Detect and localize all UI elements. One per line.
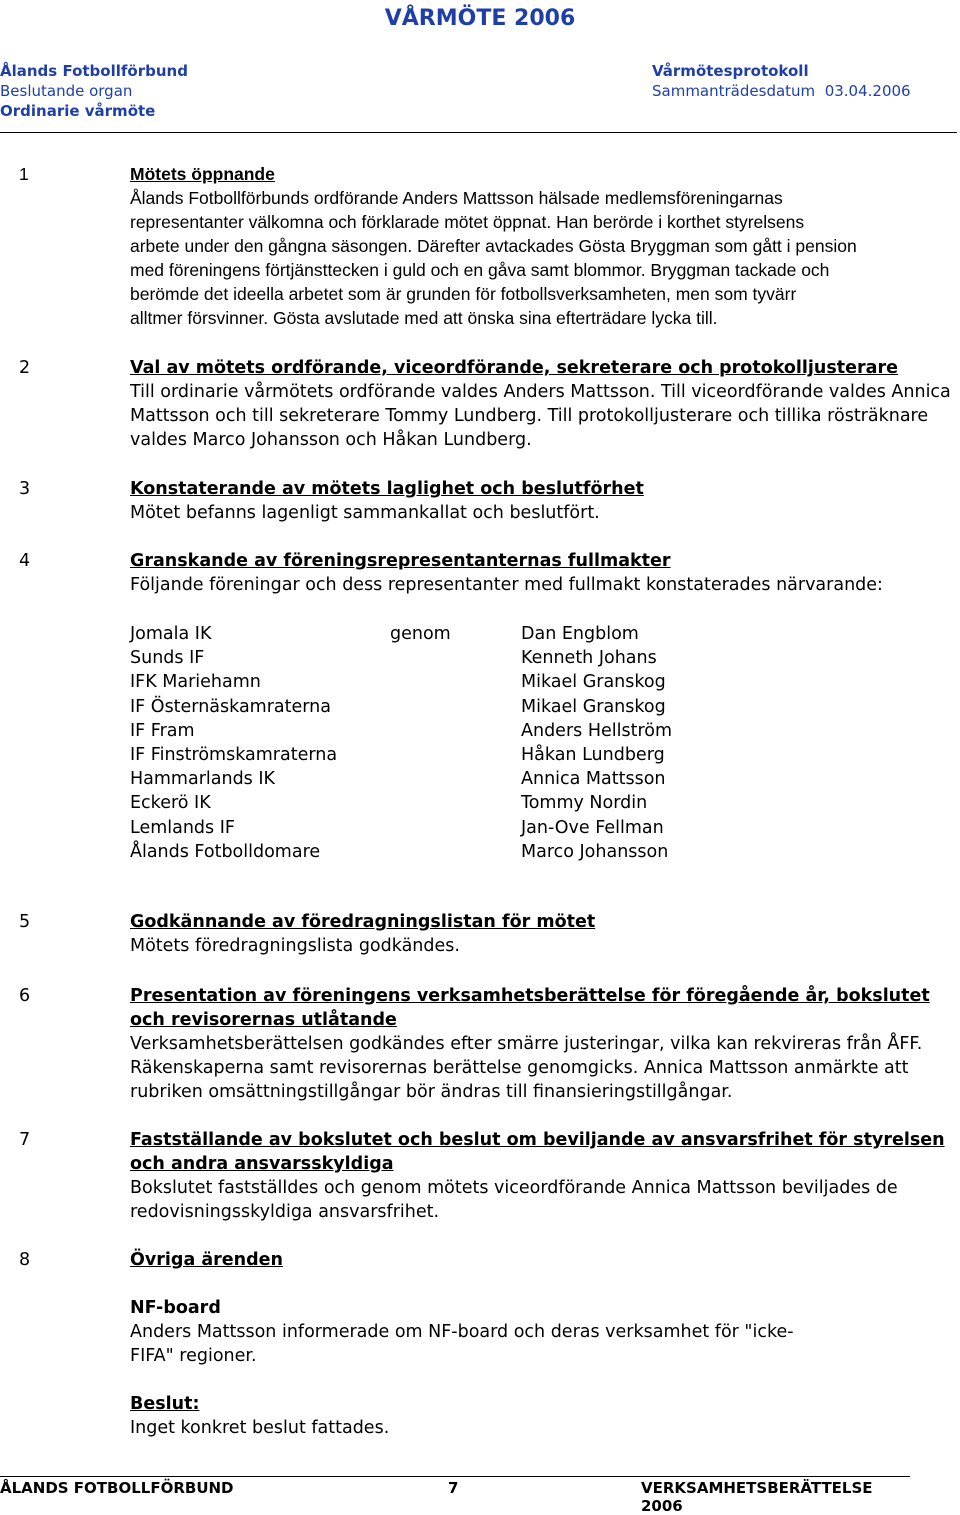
club-name: IF Östernäskamraterna <box>130 696 331 717</box>
section-title: Granskande av föreningsrepresentanternas fullmakter <box>130 551 671 571</box>
header-right <box>652 61 911 101</box>
text-line: arbete under den gångna säsongen. Därefter avtackades Gösta Bryggman som gått i pension <box>130 236 857 256</box>
club-name: IF Finströmskamraterna <box>130 744 338 765</box>
footer-rule <box>0 1476 910 1477</box>
representative-name: Mikael Granskog <box>521 696 666 717</box>
section-body <box>130 984 958 1104</box>
table-row <box>130 695 830 719</box>
via-label: genom <box>390 624 451 644</box>
club-name: Ålands Fotbolldomare <box>130 841 321 862</box>
text-line: berömde det ideella arbetet som är grunden för fotbollsverksamheten, men som tyvärr <box>130 284 797 304</box>
section-body <box>130 910 958 958</box>
decision-label: Beslut: <box>130 1394 200 1414</box>
section-title: Presentation av föreningens verksamhetsberättelse för föregående år, bokslutet <box>130 986 930 1006</box>
section-number: 2 <box>19 358 31 378</box>
text-line: Ålands Fotbollförbunds ordförande Anders Mattsson hälsade medlemsföreningarnas <box>130 188 783 208</box>
club-name: Jomala IK <box>130 624 212 644</box>
text-line: valdes Marco Johansson och Håkan Lundberg. <box>130 430 532 450</box>
representative-name: Jan-Ove Fellman <box>521 817 664 838</box>
text-line: med föreningens förtjänsttecken i guld och en gåva samt blommor. Bryggman tackade och <box>130 260 830 280</box>
club-name: IF Fram <box>130 720 195 741</box>
representatives-table <box>130 622 830 864</box>
section-title-continued: och andra ansvarsskyldiga <box>130 1154 394 1174</box>
table-row <box>130 743 830 767</box>
decision-text: Inget konkret beslut fattades. <box>130 1418 390 1438</box>
text-line: FIFA" regioner. <box>130 1346 257 1366</box>
section-body <box>130 356 958 452</box>
table-row <box>130 816 830 840</box>
text-line: Bokslutet fastställdes och genom mötets viceordförande Annica Mattsson beviljades de <box>130 1178 898 1198</box>
section-number: 4 <box>19 551 31 571</box>
table-row <box>130 646 830 670</box>
text-line: representanter välkomna och förklarade mötet öppnat. Han berörde i korthet styrelsens <box>130 212 805 232</box>
header-date-row <box>652 81 911 101</box>
section-body <box>130 162 958 330</box>
header-left <box>0 61 188 121</box>
section-number: 3 <box>19 479 31 499</box>
table-row <box>130 719 830 743</box>
text-line: redovisningsskyldiga ansvarsfrihet. <box>130 1202 440 1222</box>
text-line: Mötet befanns lagenligt sammankallat och beslutfört. <box>130 503 600 523</box>
header-rule <box>0 132 957 133</box>
section-body <box>130 477 958 525</box>
header-org: Ålands Fotbollförbund <box>0 62 188 80</box>
text-line: Följande föreningar och dess representanter med fullmakt konstaterades närvarande: <box>130 575 883 595</box>
section-number: 8 <box>19 1250 31 1270</box>
club-name: Eckerö IK <box>130 793 211 814</box>
footer-org: ÅLANDS FOTBOLLFÖRBUND <box>0 1479 234 1497</box>
representative-name: Håkan Lundberg <box>521 744 665 765</box>
text-line: alltmer försvinner. Gösta avslutade med att önska sina efterträdare lycka till. <box>130 308 718 328</box>
text-line: Mötets föredragningslista godkändes. <box>130 936 460 956</box>
club-name: IFK Mariehamn <box>130 672 261 693</box>
header-date: 03.04.2006 <box>824 82 911 100</box>
section-number: 7 <box>19 1130 31 1150</box>
representative-name: Annica Mattsson <box>521 769 666 790</box>
section-body <box>130 1248 958 1440</box>
text-line: Verksamhetsberättelsen godkändes efter smärre justeringar, vilka kan rekvireras från ÅFF. <box>130 1034 923 1054</box>
club-name: Sunds IF <box>130 648 205 669</box>
section-number: 5 <box>19 912 31 932</box>
section-body <box>130 1128 958 1224</box>
section-title: Fastställande av bokslutet och beslut om beviljande av ansvarsfrihet för styrelsen <box>130 1130 945 1150</box>
section-title: Konstaterande av mötets laglighet och beslutförhet <box>130 479 644 499</box>
club-name: Hammarlands IK <box>130 769 275 790</box>
header-date-label: Sammanträdesdatum <box>652 82 816 100</box>
section-number: 1 <box>19 164 29 184</box>
section-title: Val av mötets ordförande, viceordförande, sekreterare och protokolljusterare <box>130 358 898 378</box>
header-organ-label: Beslutande organ <box>0 82 133 100</box>
table-row <box>130 840 830 864</box>
page-number: 7 <box>448 1479 459 1497</box>
text-line: rubriken omsättningstillgångar bör ändras till finansieringstillgångar. <box>130 1082 733 1102</box>
table-row <box>130 670 830 694</box>
representative-name: Tommy Nordin <box>521 793 648 814</box>
representative-name: Marco Johansson <box>521 841 669 862</box>
footer-report: VERKSAMHETSBERÄTTELSE 2006 <box>641 1479 873 1515</box>
table-row <box>130 767 830 791</box>
club-name: Lemlands IF <box>130 817 235 838</box>
representative-name: Dan Engblom <box>521 624 639 644</box>
text-line: Anders Mattsson informerade om NF-board och deras verksamhet för "icke- <box>130 1322 794 1342</box>
page-title: VÅRMÖTE 2006 <box>384 6 576 31</box>
section-number: 6 <box>19 986 31 1006</box>
section-title: Godkännande av föredragningslistan för mötet <box>130 912 596 932</box>
header-doc-type: Vårmötesprotokoll <box>652 62 809 80</box>
table-row <box>130 791 830 815</box>
section-body <box>130 549 958 597</box>
text-line: Räkenskaperna samt revisorernas berättelse genomgicks. Annica Mattsson anmärkte att <box>130 1058 909 1078</box>
representative-name: Mikael Granskog <box>521 672 666 693</box>
representative-name: Anders Hellström <box>521 720 673 741</box>
representative-name: Kenneth Johans <box>521 648 657 669</box>
table-row <box>130 622 830 646</box>
text-line: Mattsson och till sekreterare Tommy Lundberg. Till protokolljusterare och tillika rösträknare <box>130 406 929 426</box>
subheading: NF-board <box>130 1298 221 1318</box>
text-line: Till ordinarie vårmötets ordförande valdes Anders Mattsson. Till viceordförande valdes Annica <box>130 382 951 402</box>
section-title: Övriga ärenden <box>130 1250 283 1270</box>
section-title-continued: och revisorernas utlåtande <box>130 1010 397 1030</box>
header-organ: Ordinarie vårmöte <box>0 102 156 120</box>
section-title: Mötets öppnande <box>130 164 275 184</box>
